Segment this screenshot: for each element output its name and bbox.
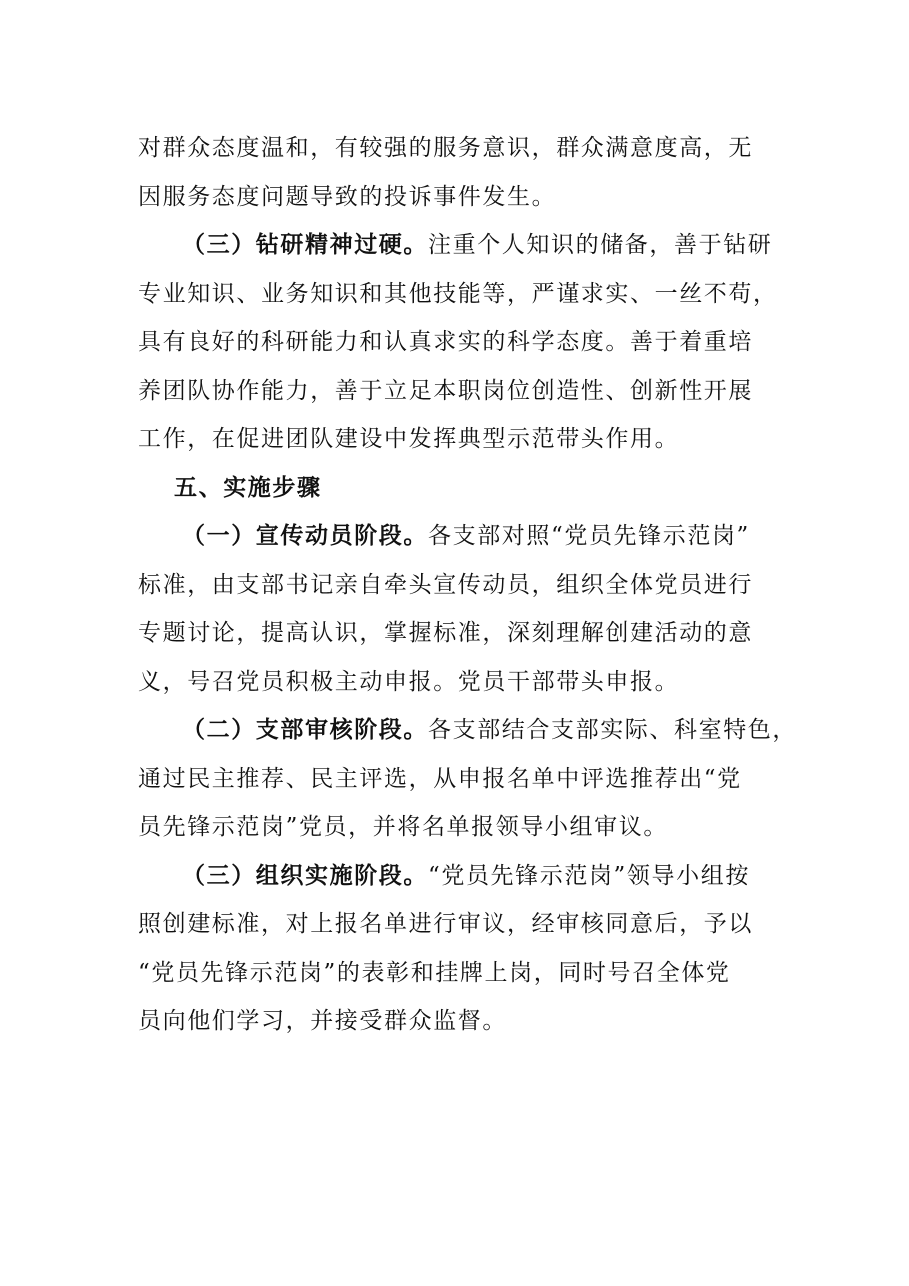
text-line: 工作，在促进团队建设中发挥典型示范带头作用。: [138, 426, 680, 452]
paragraph-lead: （三）组织实施阶段。: [182, 861, 428, 889]
text-fragment: 各支部结合支部实际、科室特色，: [428, 717, 797, 743]
text-line: 标准，由支部书记亲自牵头宣传动员，组织全体党员进行: [138, 571, 753, 598]
paragraph-implementation-stage: [138, 852, 778, 1046]
text-line: 因服务态度问题导致的投诉事件发生。: [138, 183, 557, 210]
text-line: 对群众态度温和，有较强的服务意识，群众满意度高，无: [138, 135, 753, 161]
text-fragment: “党员先锋示范岗”领导小组按: [428, 862, 750, 889]
text-fragment: 各支部对照“党员先锋示范岗”: [428, 523, 750, 549]
paragraph-lead: （二）支部审核阶段。: [182, 716, 428, 743]
text-fragment: 注重个人知识的储备，善于钻研: [428, 232, 773, 258]
paragraph-research-spirit: [138, 221, 778, 464]
text-line: 通过民主推荐、民主评选，从申报名单中评选推荐出“党: [138, 765, 742, 792]
paragraph-lead: （一）宣传动员阶段。: [182, 522, 428, 549]
text-line: [138, 512, 778, 561]
paragraph-service-attitude: [138, 124, 778, 221]
text-line: 员向他们学习，并接受群众监督。: [138, 1008, 507, 1034]
text-line: 养团队协作能力，善于立足本职岗位创造性、创新性开展: [138, 377, 753, 404]
text-line: 具有良好的科研能力和认真求实的科学态度。善于着重培: [138, 329, 753, 355]
text-line: 义，号召党员积极主动申报。党员干部带头申报。: [138, 668, 680, 695]
text-line: 照创建标准，对上报名单进行审议，经审核同意后，予以: [138, 911, 753, 937]
section-heading: 五、实施步骤: [174, 473, 322, 501]
paragraph-review-stage: [138, 706, 797, 852]
paragraph-lead: （三）钻研精神过硬。: [182, 231, 428, 258]
text-line: [138, 221, 778, 270]
text-line: “党员先锋示范岗”的表彰和挂牌上岗，同时号召全体党: [138, 959, 731, 986]
text-line: [138, 706, 797, 755]
text-line: 专业知识、业务知识和其他技能等，严谨求实、一丝不苟，: [138, 280, 778, 307]
text-line: 员先锋示范岗”党员，并将名单报领导小组审议。: [138, 814, 668, 840]
text-line: 专题讨论，提高认识，掌握标准，深刻理解创建活动的意: [138, 620, 753, 646]
paragraph-mobilization-stage: [138, 512, 778, 706]
text-line: [138, 852, 778, 901]
document-body: [138, 124, 797, 1046]
